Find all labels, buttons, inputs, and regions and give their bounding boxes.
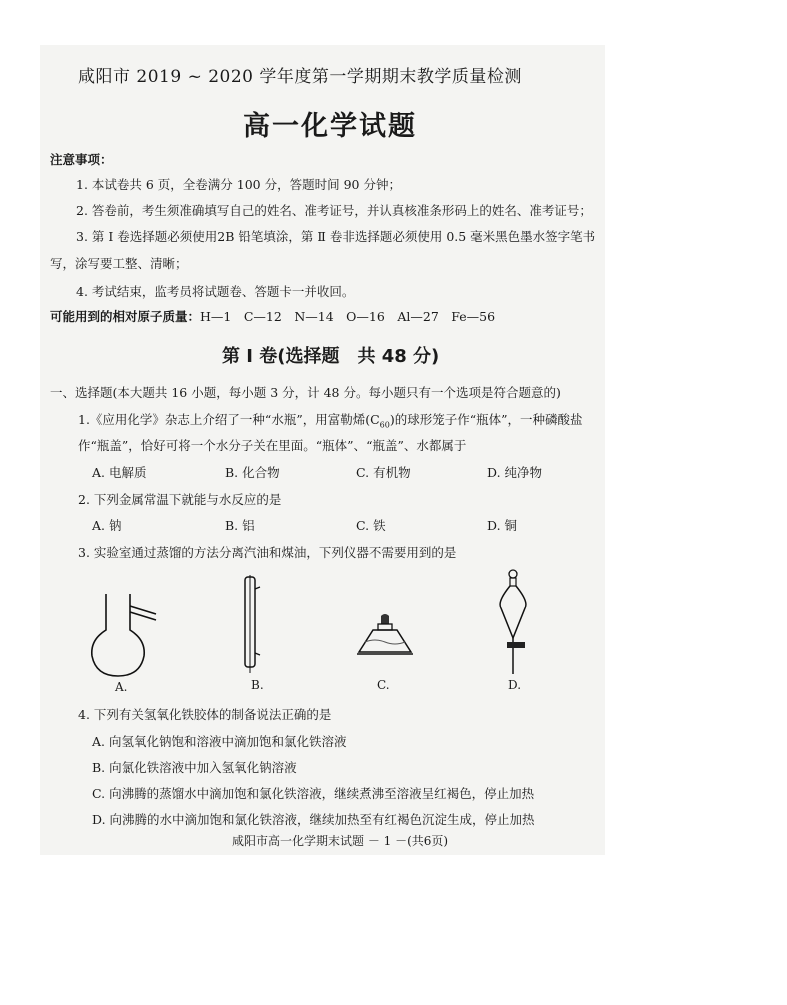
notice-item-2: 2. 答卷前，考生须准确填写自己的姓名、准考证号，并认真核准条形码上的姓名、准考证号； [76, 203, 592, 218]
q4-option-b: B. 向氯化铁溶液中加入氢氧化钠溶液 [92, 760, 297, 775]
q4-option-a: A. 向氢氧化钠饱和溶液中滴加饱和氯化铁溶液 [92, 734, 347, 749]
apparatus-label-a: A. [115, 680, 128, 694]
q2-option-c: C. 铁 [356, 518, 386, 533]
condenser-icon [238, 575, 262, 675]
q1-option-c: C. 有机物 [356, 465, 411, 480]
atomic-masses-label: 可能用到的相对原子质量： [50, 309, 201, 324]
section-title: 第 Ⅰ 卷(选择题 共 48 分) [222, 346, 440, 367]
c60-subscript: 60 [379, 420, 390, 430]
q4-option-c: C. 向沸腾的蒸馏水中滴加饱和氯化铁溶液，继续煮沸至溶液呈红褐色，停止加热 [92, 786, 535, 801]
exam-header: 咸阳市 2019 ~ 2020 学年度第一学期期末教学质量检测 [78, 67, 522, 87]
question-4-stem: 4. 下列有关氢氧化铁胶体的制备说法正确的是 [78, 707, 332, 722]
apparatus-label-c: C. [377, 678, 390, 692]
q2-option-a: A. 钠 [92, 518, 122, 533]
q1-option-a: A. 电解质 [92, 465, 147, 480]
alcohol-lamp-icon [355, 612, 415, 658]
separatory-funnel-icon [493, 568, 537, 678]
question-1-stem-b: )的球形笼子作“瓶体”，一种磷酸盐 [389, 412, 583, 427]
question-3-stem: 3. 实验室通过蒸馏的方法分离汽油和煤油，下列仪器不需要用到的是 [78, 545, 457, 560]
q2-option-b: B. 铝 [225, 518, 255, 533]
notice-item-4: 4. 考试结束，监考员将试题卷、答题卡一并收回。 [76, 284, 355, 299]
notice-item-3-cont: 写，涂写要工整、清晰； [50, 256, 188, 271]
question-1-stem [78, 410, 583, 430]
question-2-stem: 2. 下列金属常温下就能与水反应的是 [78, 492, 282, 507]
question-1-stem-line2: 作“瓶盖”，恰好可将一个水分子关在里面。“瓶体”、“瓶盖”、水都属于 [78, 438, 467, 453]
apparatus-label-d: D. [508, 678, 522, 692]
page-footer: 咸阳市高一化学期末试题 － 1 －(共6页) [232, 834, 449, 848]
question-1-stem-a: 1.《应用化学》杂志上介绍了一种“水瓶”，用富勒烯(C [78, 412, 380, 427]
atomic-masses [50, 307, 495, 325]
distillation-flask-icon [88, 592, 158, 682]
notice-heading: 注意事项： [50, 152, 113, 167]
part-intro: 一、选择题(本大题共 16 小题，每小题 3 分，计 48 分。每小题只有一个选项是符合题意的) [50, 385, 561, 400]
q1-option-b: B. 化合物 [225, 465, 280, 480]
notice-item-3: 3. 第 Ⅰ 卷选择题必须使用2B 铅笔填涂，第 Ⅱ 卷非选择题必须使用 0.5 毫米黑色墨水签字笔书 [76, 229, 596, 244]
exam-title: 高一化学试题 [243, 111, 417, 142]
apparatus-label-b: B. [251, 678, 264, 692]
atomic-masses-values: H—1 C—12 N—14 O—16 Al—27 Fe—56 [200, 309, 496, 324]
q2-option-d: D. 铜 [487, 518, 518, 533]
notice-item-1: 1. 本试卷共 6 页，全卷满分 100 分，答题时间 90 分钟； [76, 177, 401, 192]
q4-option-d: D. 向沸腾的水中滴加饱和氯化铁溶液，继续加热至有红褐色沉淀生成，停止加热 [92, 812, 535, 827]
q1-option-d: D. 纯净物 [487, 465, 543, 480]
